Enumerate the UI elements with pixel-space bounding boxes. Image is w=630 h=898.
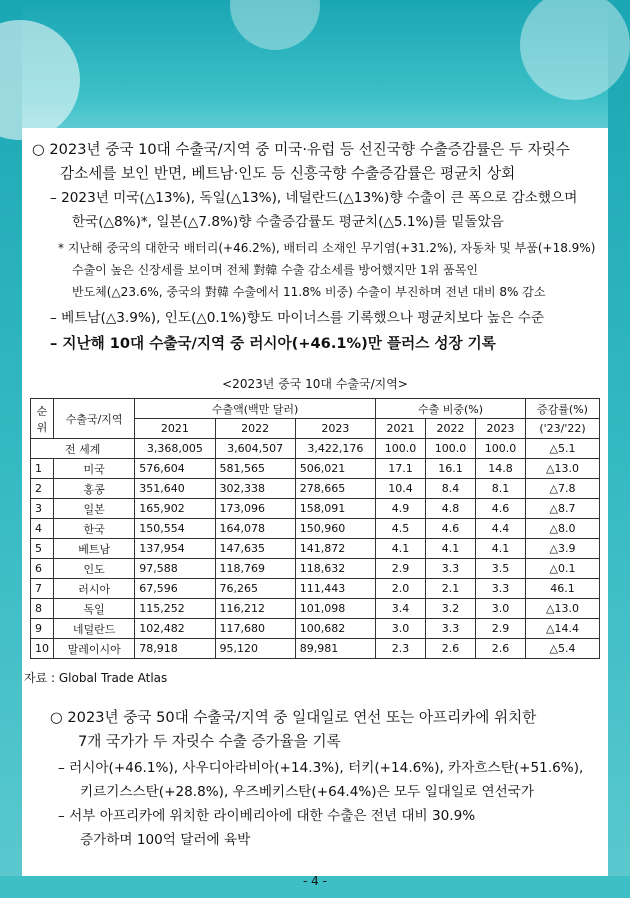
country-cell: 러시아 [54, 579, 135, 599]
table-cell: 16.1 [425, 459, 475, 479]
table-row [31, 539, 600, 559]
table-cell: 173,096 [215, 499, 295, 519]
rank-cell: 9 [31, 619, 54, 639]
table-cell: 3.3 [425, 559, 475, 579]
note-line-1: * 지난해 중국의 대한국 배터리(+46.2%), 배터리 소재인 무기염(+31.2%), 자동차 및 부품(+18.9%) [58, 241, 596, 255]
rank-cell: 2 [31, 479, 54, 499]
country-cell: 홍콩 [54, 479, 135, 499]
rank-cell: 7 [31, 579, 54, 599]
table-cell: 351,640 [135, 479, 215, 499]
total-label: 전 세계 [31, 439, 135, 459]
table-body [31, 459, 600, 659]
table-cell: 117,680 [215, 619, 295, 639]
dash-1-line-1: – 2023년 미국(△13%), 독일(△13%), 네덜란드(△13%)향 수출이 큰 폭으로 감소했으며 [50, 190, 578, 206]
rank-cell: 1 [31, 459, 54, 479]
bullet-2-line-1: ○ 2023년 중국 50대 수출국/지역 중 일대일로 연선 또는 아프리카에 위치한 [50, 709, 537, 726]
table-cell: 581,565 [215, 459, 295, 479]
table-cell: 100.0 [425, 439, 475, 459]
table-cell: 95,120 [215, 639, 295, 659]
table-cell: 4.6 [425, 519, 475, 539]
table-cell: △8.7 [525, 499, 599, 519]
header-rank: 순위 [31, 399, 54, 439]
table-row [31, 579, 600, 599]
table-row [31, 559, 600, 579]
country-cell: 독일 [54, 599, 135, 619]
table-cell: 165,902 [135, 499, 215, 519]
table-cell: 3,422,176 [295, 439, 375, 459]
table-cell: 3.3 [425, 619, 475, 639]
table-cell: 278,665 [295, 479, 375, 499]
table-cell: 3.3 [475, 579, 525, 599]
table-cell: 100.0 [375, 439, 425, 459]
table-row [31, 499, 600, 519]
table-cell: 115,252 [135, 599, 215, 619]
growth-period-header: ('23/'22) [525, 419, 599, 439]
table-cell: 2.9 [375, 559, 425, 579]
table-cell: 302,338 [215, 479, 295, 499]
country-cell: 인도 [54, 559, 135, 579]
table-cell: 100.0 [475, 439, 525, 459]
table-cell: 2.1 [425, 579, 475, 599]
table-cell: 118,769 [215, 559, 295, 579]
rank-cell: 10 [31, 639, 54, 659]
note-line-2: 수출이 높은 신장세를 보이며 전체 對韓 수출 감소세를 방어했지만 1위 품목인 [72, 263, 478, 277]
table-cell: 17.1 [375, 459, 425, 479]
country-cell: 네덜란드 [54, 619, 135, 639]
dash-1-line-2: 한국(△8%)*, 일본(△7.8%)향 수출증감률도 평균치(△5.1%)를 밑돌았음 [72, 214, 504, 230]
table-cell: 2.6 [425, 639, 475, 659]
year-header: 2022 [425, 419, 475, 439]
table-cell: 101,098 [295, 599, 375, 619]
table-cell: △8.0 [525, 519, 599, 539]
rank-cell: 6 [31, 559, 54, 579]
table-row [31, 519, 600, 539]
table-cell: 3.4 [375, 599, 425, 619]
table-cell: 506,021 [295, 459, 375, 479]
table-cell: 116,212 [215, 599, 295, 619]
header-amount: 수출액(백만 달러) [135, 399, 376, 419]
table-cell: 118,632 [295, 559, 375, 579]
table-cell: 164,078 [215, 519, 295, 539]
table-cell: 2.0 [375, 579, 425, 599]
table-cell: △0.1 [525, 559, 599, 579]
table-cell: 150,960 [295, 519, 375, 539]
table-cell: 3.0 [475, 599, 525, 619]
year-header: 2021 [135, 419, 215, 439]
year-header: 2023 [475, 419, 525, 439]
table-cell: 102,482 [135, 619, 215, 639]
country-cell: 미국 [54, 459, 135, 479]
table-cell: 2.9 [475, 619, 525, 639]
header-share: 수출 비중(%) [375, 399, 525, 419]
rank-cell: 8 [31, 599, 54, 619]
table-cell: 4.8 [425, 499, 475, 519]
table-cell: 158,091 [295, 499, 375, 519]
document-page [22, 128, 608, 888]
dash-4-line-1: – 러시아(+46.1%), 사우디아라비아(+14.3%), 터키(+14.6%), 카자흐스탄(+51.6%), [58, 760, 584, 776]
table-cell: 2.3 [375, 639, 425, 659]
right-border [608, 0, 630, 898]
table-cell: 97,588 [135, 559, 215, 579]
country-cell: 말레이시아 [54, 639, 135, 659]
table-cell: 67,596 [135, 579, 215, 599]
table-row [31, 639, 600, 659]
table-row [31, 479, 600, 499]
table-cell: 10.4 [375, 479, 425, 499]
table-cell: △5.4 [525, 639, 599, 659]
table-cell: 3.0 [375, 619, 425, 639]
dash-2: – 베트남(△3.9%), 인도(△0.1%)향도 마이너스를 기록했으나 평균치보다 높은 수준 [50, 310, 544, 326]
table-cell: 4.1 [375, 539, 425, 559]
dash-5-line-1: – 서부 아프리카에 위치한 라이베리아에 대한 수출은 전년 대비 30.9% [58, 808, 476, 824]
table-cell: 141,872 [295, 539, 375, 559]
export-table [30, 398, 600, 659]
table-row [31, 459, 600, 479]
rank-cell: 4 [31, 519, 54, 539]
table-cell: 3.5 [475, 559, 525, 579]
bullet-1-line-2: 감소세를 보인 반면, 베트남·인도 등 신흥국향 수출증감률은 평균치 상회 [60, 165, 516, 182]
table-cell: 4.9 [375, 499, 425, 519]
table-cell: 4.6 [475, 499, 525, 519]
country-cell: 일본 [54, 499, 135, 519]
table-cell: △13.0 [525, 459, 599, 479]
table-cell: △7.8 [525, 479, 599, 499]
header-growth: 증감률(%) [525, 399, 599, 419]
table-title: <2023년 중국 10대 수출국/지역> [222, 377, 408, 391]
table-cell: △5.1 [525, 439, 599, 459]
table-total-row [31, 439, 600, 459]
table-cell: 137,954 [135, 539, 215, 559]
dash-4-line-2: 키르기스스탄(+28.8%), 우즈베키스탄(+64.4%)은 모두 일대일로 연선국가 [80, 784, 534, 800]
table-cell: 2.6 [475, 639, 525, 659]
table-cell: 3,604,507 [215, 439, 295, 459]
table-source: 자료 : Global Trade Atlas [24, 671, 168, 685]
table-cell: 14.8 [475, 459, 525, 479]
table-row [31, 599, 600, 619]
table-cell: △3.9 [525, 539, 599, 559]
dash-5-line-2: 증가하며 100억 달러에 육박 [80, 832, 251, 848]
table-cell: 4.1 [425, 539, 475, 559]
bullet-2-line-2: 7개 국가가 두 자릿수 수출 증가율을 기록 [78, 733, 341, 750]
table-cell: 4.1 [475, 539, 525, 559]
table-cell: 147,635 [215, 539, 295, 559]
bullet-1-line-1: ○ 2023년 중국 10대 수출국/지역 중 미국·유럽 등 선진국향 수출증감률은 두 자릿수 [32, 141, 570, 158]
year-header: 2022 [215, 419, 295, 439]
table-cell: 4.5 [375, 519, 425, 539]
table-cell: 576,604 [135, 459, 215, 479]
table-cell: 8.1 [475, 479, 525, 499]
rank-cell: 3 [31, 499, 54, 519]
year-header: 2021 [375, 419, 425, 439]
year-header: 2023 [295, 419, 375, 439]
table-cell: 111,443 [295, 579, 375, 599]
table-cell: 46.1 [525, 579, 599, 599]
table-cell: △13.0 [525, 599, 599, 619]
table-cell: 3.2 [425, 599, 475, 619]
table-cell: 76,265 [215, 579, 295, 599]
dash-3: – 지난해 10대 수출국/지역 중 러시아(+46.1%)만 플러스 성장 기록 [50, 335, 496, 352]
table-cell: 78,918 [135, 639, 215, 659]
table-cell: 4.4 [475, 519, 525, 539]
table-cell: △14.4 [525, 619, 599, 639]
rank-cell: 5 [31, 539, 54, 559]
country-cell: 베트남 [54, 539, 135, 559]
country-cell: 한국 [54, 519, 135, 539]
table-cell: 89,981 [295, 639, 375, 659]
table-cell: 8.4 [425, 479, 475, 499]
header-country: 수출국/지역 [54, 399, 135, 439]
table-cell: 150,554 [135, 519, 215, 539]
page-number: - 4 - [303, 874, 327, 888]
table-row [31, 619, 600, 639]
table-header-row [31, 399, 600, 419]
table-cell: 3,368,005 [135, 439, 215, 459]
note-line-3: 반도체(△23.6%, 중국의 對韓 수출에서 11.8% 비중) 수출이 부진하며 전년 대비 8% 감소 [72, 285, 546, 299]
table-cell: 100,682 [295, 619, 375, 639]
